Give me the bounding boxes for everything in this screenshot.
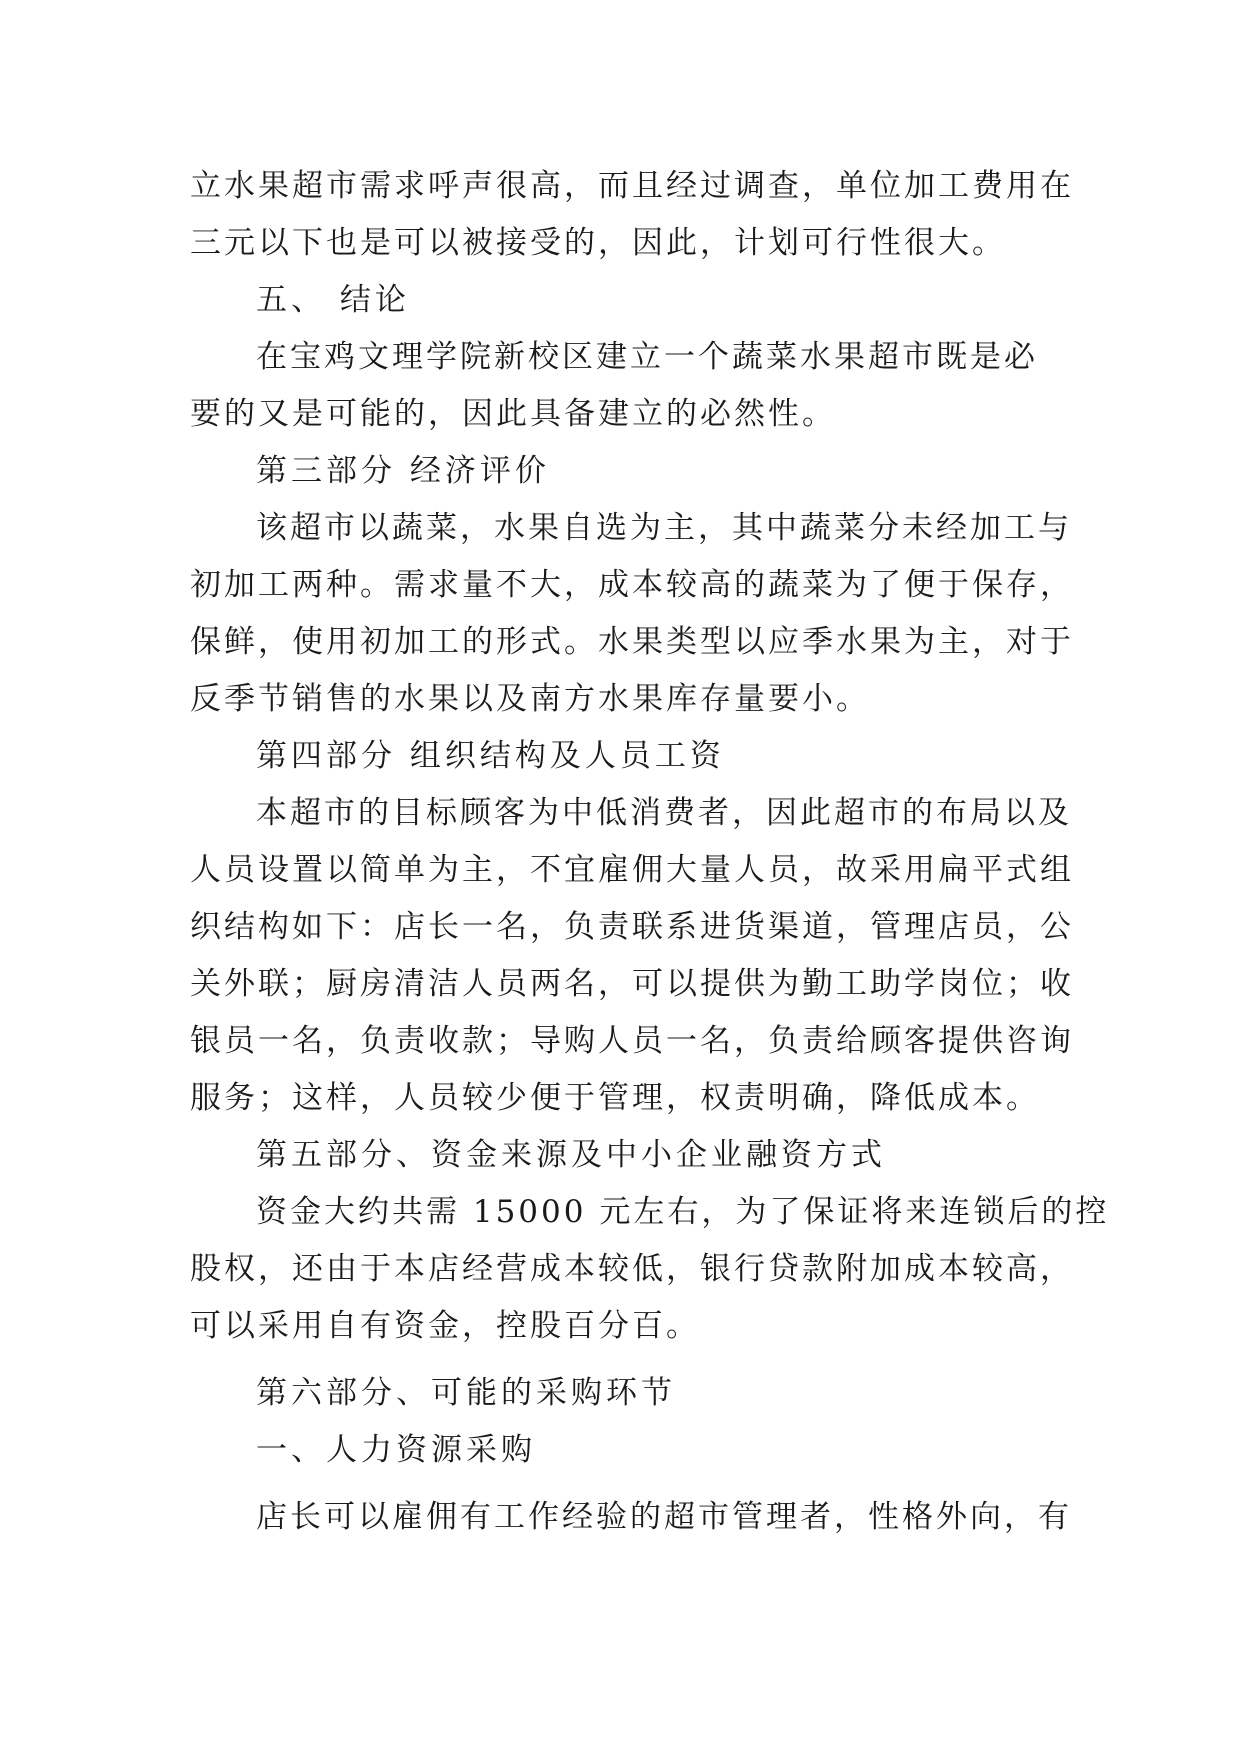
subsection-heading: 一、人力资源采购 <box>256 1432 536 1468</box>
paragraph-line: 保鲜，使用初加工的形式。水果类型以应季水果为主，对于 <box>190 624 1074 660</box>
paragraph-line: 反季节销售的水果以及南方水果库存量要小。 <box>190 681 870 717</box>
paragraph-line: 可以采用自有资金，控股百分百。 <box>190 1308 700 1344</box>
section-heading: 第四部分 组织结构及人员工资 <box>256 738 725 774</box>
paragraph-line: 银员一名，负责收款；导购人员一名，负责给顾客提供咨询 <box>190 1023 1074 1059</box>
paragraph-line: 店长可以雇佣有工作经验的超市管理者，性格外向，有 <box>256 1499 1072 1535</box>
paragraph-line: 资金大约共需 15000 元左右，为了保证将来连锁后的控 <box>256 1194 1110 1230</box>
section-heading: 五、 结论 <box>256 282 410 318</box>
section-heading: 第三部分 经济评价 <box>256 453 550 489</box>
paragraph-line: 人员设置以简单为主，不宜雇佣大量人员，故采用扁平式组 <box>190 852 1074 888</box>
paragraph-line: 该超市以蔬菜，水果自选为主，其中蔬菜分未经加工与 <box>256 510 1072 546</box>
paragraph-line: 要的又是可能的，因此具备建立的必然性。 <box>190 396 836 432</box>
paragraph-line: 立水果超市需求呼声很高，而且经过调查，单位加工费用在 <box>190 168 1074 204</box>
section-heading: 第五部分、资金来源及中小企业融资方式 <box>256 1137 886 1173</box>
paragraph-line: 织结构如下：店长一名，负责联系进货渠道，管理店员，公 <box>190 909 1074 945</box>
paragraph-line: 股权，还由于本店经营成本较低，银行贷款附加成本较高， <box>190 1251 1074 1287</box>
paragraph-line: 关外联；厨房清洁人员两名，可以提供为勤工助学岗位；收 <box>190 966 1074 1002</box>
paragraph-line: 三元以下也是可以被接受的，因此，计划可行性很大。 <box>190 225 1006 261</box>
paragraph-line: 本超市的目标顾客为中低消费者，因此超市的布局以及 <box>256 795 1072 831</box>
paragraph-line: 服务；这样，人员较少便于管理，权责明确，降低成本。 <box>190 1080 1040 1116</box>
document-body <box>190 158 1110 1546</box>
section-heading: 第六部分、可能的采购环节 <box>256 1375 676 1411</box>
paragraph-line: 在宝鸡文理学院新校区建立一个蔬菜水果超市既是必 <box>256 339 1038 375</box>
paragraph-line: 初加工两种。需求量不大，成本较高的蔬菜为了便于保存， <box>190 567 1074 603</box>
